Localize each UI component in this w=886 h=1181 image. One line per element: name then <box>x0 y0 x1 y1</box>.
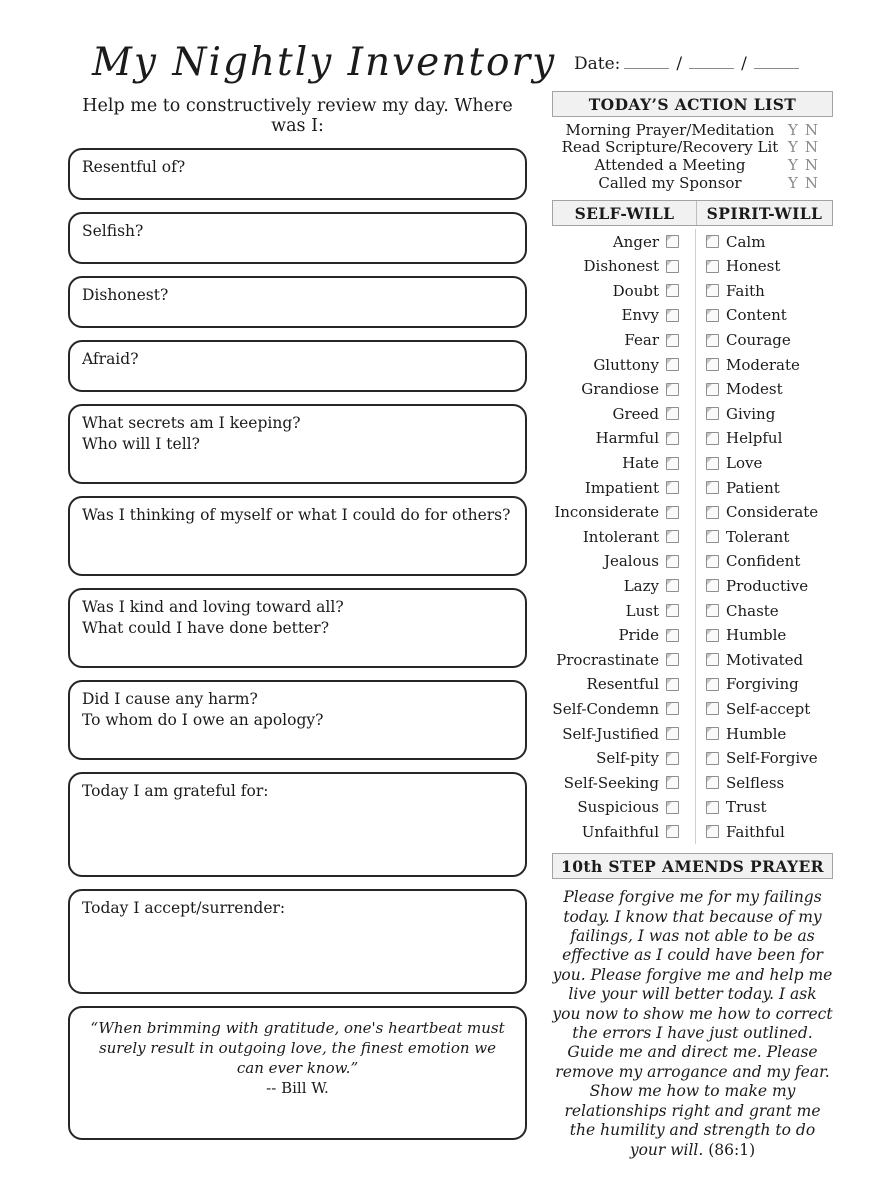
column-divider <box>679 820 696 845</box>
spirit-will-label: Giving <box>726 404 776 423</box>
column-divider <box>679 475 696 500</box>
self-will-checkbox[interactable] <box>666 530 679 543</box>
column-divider <box>679 795 696 820</box>
self-will-checkbox[interactable] <box>666 801 679 814</box>
action-row <box>552 121 833 139</box>
will-row <box>552 721 833 746</box>
yes-no-options <box>788 138 833 156</box>
self-will-label: Procrastinate <box>556 650 659 669</box>
self-will-checkbox[interactable] <box>666 235 679 248</box>
will-row <box>552 451 833 476</box>
will-row <box>552 746 833 771</box>
action-list-header: TODAY’S ACTION LIST <box>552 91 833 117</box>
self-will-checkbox[interactable] <box>666 727 679 740</box>
column-divider <box>679 746 696 771</box>
will-row <box>552 279 833 304</box>
spirit-will-checkbox[interactable] <box>706 825 719 838</box>
will-row <box>552 672 833 697</box>
spirit-will-checkbox[interactable] <box>706 727 719 740</box>
action-item-label: Called my Sponsor <box>598 173 742 192</box>
will-row <box>552 402 833 427</box>
prompt-label: What could I have done better? <box>82 619 330 637</box>
spirit-will-checkbox[interactable] <box>706 457 719 470</box>
no-option[interactable]: N <box>804 173 820 192</box>
page-title: My Nightly Inventory <box>92 40 557 85</box>
will-row <box>552 574 833 599</box>
will-row <box>552 229 833 254</box>
self-will-checkbox[interactable] <box>666 284 679 297</box>
self-will-label: Self-Justified <box>562 724 659 743</box>
will-row <box>552 328 833 353</box>
spirit-will-label: Faithful <box>726 822 785 841</box>
will-row <box>552 795 833 820</box>
yes-option[interactable]: Y <box>788 120 799 139</box>
answer-field[interactable] <box>68 148 527 200</box>
self-will-label: Self-Condemn <box>552 699 659 718</box>
answer-field[interactable] <box>68 276 527 328</box>
column-divider <box>679 574 696 599</box>
self-will-checkbox[interactable] <box>666 825 679 838</box>
column-divider <box>679 279 696 304</box>
spirit-will-label: Content <box>726 306 787 325</box>
date-blank-field[interactable] <box>624 52 669 69</box>
right-column <box>552 52 833 1160</box>
answer-field[interactable] <box>68 680 527 760</box>
spirit-will-checkbox[interactable] <box>706 235 719 248</box>
self-will-label: Suspicious <box>577 798 659 817</box>
yes-option[interactable]: Y <box>788 155 799 174</box>
answer-field[interactable] <box>68 212 527 264</box>
spirit-will-label: Courage <box>726 331 791 350</box>
page-subtitle: Help me to constructively review my day. Where was I: <box>82 96 513 136</box>
spirit-will-label: Self-Forgive <box>726 749 818 768</box>
self-will-checkbox[interactable] <box>666 629 679 642</box>
spirit-will-checkbox[interactable] <box>706 653 719 666</box>
self-will-label: Envy <box>621 306 659 325</box>
answer-field[interactable] <box>68 496 527 576</box>
self-will-checkbox[interactable] <box>666 555 679 568</box>
spirit-will-checkbox[interactable] <box>706 678 719 691</box>
prompt-label: To whom do I owe an apology? <box>82 711 324 729</box>
will-row <box>552 623 833 648</box>
will-row <box>552 770 833 795</box>
column-divider <box>679 328 696 353</box>
will-row <box>552 475 833 500</box>
date-separator: / <box>741 54 747 74</box>
spirit-will-label: Calm <box>726 232 766 251</box>
spirit-will-checkbox[interactable] <box>706 432 719 445</box>
spirit-will-label: Helpful <box>726 429 783 448</box>
self-will-checkbox[interactable] <box>666 776 679 789</box>
column-divider <box>679 525 696 550</box>
prayer-body: Please forgive me for my failings today. I know that because of my failings, I was not able to be as effective as I could have been for you. Please forgive me and help me live your will better today. I ask you now to show me how to correct the errors I have just outlined. Guide me and direct me. Please remove my arrogance and my fear. Show me how to make my relationships right and grant me the humility and strength to do your will. <box>552 888 833 1159</box>
answer-field[interactable] <box>68 340 527 392</box>
action-item-label: Read Scripture/Recovery Lit <box>561 138 779 157</box>
self-will-label: Grandiose <box>581 380 659 399</box>
spirit-will-label: Honest <box>726 257 781 276</box>
spirit-will-label: Self-accept <box>726 699 811 718</box>
column-divider <box>679 623 696 648</box>
column-divider <box>679 303 696 328</box>
yes-option[interactable]: Y <box>788 173 799 192</box>
spirit-will-checkbox[interactable] <box>706 260 719 273</box>
spirit-will-label: Productive <box>726 576 809 595</box>
spirit-will-label: Considerate <box>726 503 819 522</box>
yes-no-options <box>788 121 833 139</box>
will-row <box>552 426 833 451</box>
left-column <box>68 40 557 1140</box>
will-row <box>552 303 833 328</box>
column-divider <box>679 377 696 402</box>
spirit-will-checkbox[interactable] <box>706 776 719 789</box>
self-will-label: Self-pity <box>596 749 659 768</box>
answer-field[interactable] <box>68 404 527 484</box>
will-row <box>552 820 833 845</box>
date-blank-field[interactable] <box>689 52 734 69</box>
prompt-label: Dishonest? <box>82 286 169 304</box>
column-divider <box>679 254 696 279</box>
action-row <box>552 174 833 192</box>
prompt-label: What secrets am I keeping? <box>82 414 301 432</box>
self-will-label: Anger <box>612 232 659 251</box>
self-will-checkbox[interactable] <box>666 457 679 470</box>
spirit-will-checkbox[interactable] <box>706 481 719 494</box>
self-will-label: Inconsiderate <box>554 503 659 522</box>
column-divider <box>679 451 696 476</box>
no-option[interactable]: N <box>804 138 820 157</box>
spirit-will-checkbox[interactable] <box>706 629 719 642</box>
answer-field[interactable] <box>68 889 527 994</box>
spirit-will-label: Motivated <box>726 650 804 669</box>
column-divider <box>679 672 696 697</box>
self-will-label: Self-Seeking <box>563 773 659 792</box>
spirit-will-label: Humble <box>726 626 787 645</box>
answer-field[interactable] <box>68 588 527 668</box>
spirit-will-label: Faith <box>726 281 765 300</box>
spirit-will-header: SPIRIT-WILL <box>706 203 823 223</box>
date-label: Date: <box>574 54 621 74</box>
prompt-label: Resentful of? <box>82 158 186 176</box>
quote-attribution: -- Bill W. <box>266 1079 329 1097</box>
spirit-will-label: Tolerant <box>726 527 790 546</box>
will-row <box>552 352 833 377</box>
self-will-label: Pride <box>618 626 659 645</box>
column-divider <box>679 598 696 623</box>
spirit-will-checkbox[interactable] <box>706 752 719 765</box>
no-option[interactable]: N <box>804 155 820 174</box>
date-line <box>552 52 833 78</box>
self-will-label: Lazy <box>623 576 659 595</box>
spirit-will-label: Forgiving <box>726 675 799 694</box>
will-row <box>552 549 833 574</box>
prayer-citation: (86:1) <box>708 1140 756 1159</box>
spirit-will-label: Trust <box>726 798 767 817</box>
self-will-checkbox[interactable] <box>666 579 679 592</box>
action-item-label: Morning Prayer/Meditation <box>565 120 775 139</box>
spirit-will-label: Modest <box>726 380 783 399</box>
will-row <box>552 377 833 402</box>
self-will-label: Intolerant <box>582 527 659 546</box>
self-will-label: Unfaithful <box>581 822 659 841</box>
date-separator: / <box>676 54 683 74</box>
self-will-checkbox[interactable] <box>666 481 679 494</box>
prompt-label: Who will I tell? <box>82 435 200 453</box>
self-will-header: SELF-WILL <box>553 201 697 225</box>
spirit-will-checkbox[interactable] <box>706 555 719 568</box>
self-will-checkbox[interactable] <box>666 702 679 715</box>
self-will-checkbox[interactable] <box>666 407 679 420</box>
column-divider <box>679 697 696 722</box>
spirit-will-checkbox[interactable] <box>706 358 719 371</box>
yes-no-options <box>788 174 833 192</box>
spirit-will-label: Love <box>726 454 763 473</box>
will-row <box>552 254 833 279</box>
will-row <box>552 525 833 550</box>
spirit-will-checkbox[interactable] <box>706 604 719 617</box>
self-will-checkbox[interactable] <box>666 383 679 396</box>
yes-option[interactable]: Y <box>788 138 799 157</box>
spirit-will-label: Moderate <box>726 355 800 374</box>
column-divider <box>679 647 696 672</box>
self-will-checkbox[interactable] <box>666 506 679 519</box>
action-row <box>552 139 833 157</box>
self-will-checkbox[interactable] <box>666 260 679 273</box>
spirit-will-checkbox[interactable] <box>706 506 719 519</box>
prompt-label: Did I cause any harm? <box>82 690 258 708</box>
spirit-will-label: Patient <box>726 478 780 497</box>
action-row <box>552 156 833 174</box>
self-will-checkbox[interactable] <box>666 604 679 617</box>
column-divider <box>679 500 696 525</box>
self-will-label: Gluttony <box>593 355 659 374</box>
self-will-label: Fear <box>624 331 659 350</box>
spirit-will-label: Selfless <box>726 773 785 792</box>
answer-field[interactable] <box>68 772 527 877</box>
self-will-label: Impatient <box>584 478 659 497</box>
column-divider <box>679 721 696 746</box>
date-blank-field[interactable] <box>754 52 799 69</box>
prompt-label: Today I am grateful for: <box>82 782 269 800</box>
amends-prayer-header: 10th STEP AMENDS PRAYER <box>552 853 833 879</box>
will-table-header <box>552 200 833 226</box>
quote-text: “When brimming with gratitude, one's heartbeat must surely result in outgoing love, the finest emotion we can ever know.” <box>90 1019 505 1077</box>
spirit-will-label: Humble <box>726 724 787 743</box>
column-divider <box>679 229 696 254</box>
spirit-will-checkbox[interactable] <box>706 530 719 543</box>
spirit-will-checkbox[interactable] <box>706 383 719 396</box>
self-will-label: Greed <box>612 404 659 423</box>
column-divider <box>679 352 696 377</box>
will-row <box>552 500 833 525</box>
prompt-boxes <box>68 148 527 994</box>
prompt-label: Selfish? <box>82 222 144 240</box>
no-option[interactable]: N <box>804 120 820 139</box>
self-will-label: Resentful <box>586 675 659 694</box>
spirit-will-checkbox[interactable] <box>706 334 719 347</box>
spirit-will-checkbox[interactable] <box>706 309 719 322</box>
spirit-will-label: Confident <box>726 552 801 571</box>
self-will-label: Doubt <box>612 281 659 300</box>
self-will-checkbox[interactable] <box>666 678 679 691</box>
prompt-label: Was I kind and loving toward all? <box>82 598 344 616</box>
self-will-label: Lust <box>625 601 659 620</box>
column-divider <box>679 426 696 451</box>
spirit-will-checkbox[interactable] <box>706 284 719 297</box>
will-row <box>552 647 833 672</box>
column-divider <box>679 549 696 574</box>
self-will-checkbox[interactable] <box>666 432 679 445</box>
action-item-label: Attended a Meeting <box>594 155 746 174</box>
self-will-label: Harmful <box>595 429 659 448</box>
prompt-label: Afraid? <box>82 350 139 368</box>
self-will-label: Hate <box>622 454 659 473</box>
will-row <box>552 697 833 722</box>
self-will-label: Dishonest <box>583 257 659 276</box>
spirit-will-checkbox[interactable] <box>706 579 719 592</box>
action-list <box>552 121 833 191</box>
self-will-label: Jealous <box>603 552 659 571</box>
self-will-checkbox[interactable] <box>666 752 679 765</box>
will-row <box>552 598 833 623</box>
yes-no-options <box>788 156 833 174</box>
date-fields <box>620 54 802 74</box>
self-will-checkbox[interactable] <box>666 653 679 666</box>
self-will-checkbox[interactable] <box>666 309 679 322</box>
spirit-will-checkbox[interactable] <box>706 801 719 814</box>
self-will-checkbox[interactable] <box>666 358 679 371</box>
column-divider <box>679 402 696 427</box>
spirit-will-checkbox[interactable] <box>706 702 719 715</box>
spirit-will-checkbox[interactable] <box>706 407 719 420</box>
will-rows <box>552 229 833 844</box>
quote-box <box>68 1006 527 1140</box>
prompt-label: Was I thinking of myself or what I could do for others? <box>82 506 511 524</box>
amends-prayer-text <box>552 888 833 1160</box>
spirit-will-label: Chaste <box>726 601 779 620</box>
self-will-checkbox[interactable] <box>666 334 679 347</box>
prompt-label: Today I accept/surrender: <box>82 899 286 917</box>
column-divider <box>679 770 696 795</box>
